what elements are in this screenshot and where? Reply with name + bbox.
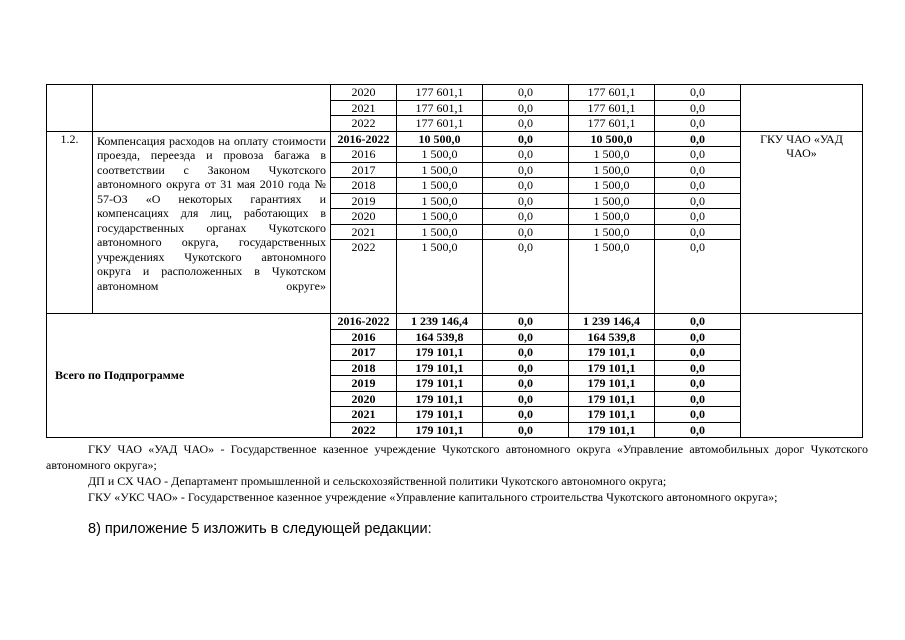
cell-col3: 10 500,0 [569, 131, 655, 147]
cell-col3: 1 500,0 [569, 240, 655, 314]
cell-col4: 0,0 [655, 85, 741, 101]
cell-col3: 179 101,1 [569, 422, 655, 438]
cell-col3: 177 601,1 [569, 116, 655, 132]
cell-col4: 0,0 [655, 422, 741, 438]
cell-total: 1 500,0 [397, 178, 483, 194]
cell-col2: 0,0 [483, 422, 569, 438]
item-executor: ГКУ ЧАО «УАД ЧАО» [741, 131, 863, 314]
cell-col2: 0,0 [483, 376, 569, 392]
cell-col3: 1 500,0 [569, 178, 655, 194]
totals-executor-empty [741, 314, 863, 438]
cell-col2: 0,0 [483, 85, 569, 101]
cell-year: 2018 [331, 178, 397, 194]
cell-col2: 0,0 [483, 407, 569, 423]
cell-col2: 0,0 [483, 162, 569, 178]
note-dp-sx: ДП и СХ ЧАО - Департамент промышленной и сельскохозяйственной политики Чукотского автономного округа; [88, 474, 667, 488]
cell-col3: 179 101,1 [569, 407, 655, 423]
cell-year: 2016 [331, 329, 397, 345]
cell-col3: 177 601,1 [569, 85, 655, 101]
cell-col4: 0,0 [655, 162, 741, 178]
cell-col3: 1 500,0 [569, 147, 655, 163]
cell-total: 1 500,0 [397, 224, 483, 240]
cell-year: 2016-2022 [331, 314, 397, 330]
cell-year: 2021 [331, 407, 397, 423]
cell-col3: 179 101,1 [569, 391, 655, 407]
cell-executor-empty [741, 85, 863, 132]
cell-col4: 0,0 [655, 131, 741, 147]
cell-col2: 0,0 [483, 131, 569, 147]
cell-col4: 0,0 [655, 329, 741, 345]
item-number: 1.2. [47, 131, 93, 314]
cell-description-empty [93, 85, 331, 132]
cell-col3: 1 500,0 [569, 193, 655, 209]
cell-col4: 0,0 [655, 391, 741, 407]
table-row [47, 85, 863, 101]
cell-year: 2019 [331, 193, 397, 209]
cell-col2: 0,0 [483, 147, 569, 163]
cell-col2: 0,0 [483, 224, 569, 240]
cell-year: 2019 [331, 376, 397, 392]
cell-total: 10 500,0 [397, 131, 483, 147]
cell-col3: 179 101,1 [569, 360, 655, 376]
cell-col2: 0,0 [483, 193, 569, 209]
cell-year: 2020 [331, 209, 397, 225]
cell-col2: 0,0 [483, 345, 569, 361]
cell-col2: 0,0 [483, 314, 569, 330]
cell-total: 1 239 146,4 [397, 314, 483, 330]
cell-col4: 0,0 [655, 224, 741, 240]
table-row [47, 314, 863, 330]
instruction-text: 8) приложение 5 изложить в следующей редакции: [88, 521, 432, 537]
cell-col2: 0,0 [483, 329, 569, 345]
cell-col2: 0,0 [483, 209, 569, 225]
cell-total: 179 101,1 [397, 422, 483, 438]
note-uks: ГКУ «УКС ЧАО» - Государственное казенное учреждение «Управление капитального строительства Чукотского автономного округа»; [88, 490, 778, 504]
cell-total: 164 539,8 [397, 329, 483, 345]
cell-year: 2016-2022 [331, 131, 397, 147]
cell-col3: 1 500,0 [569, 162, 655, 178]
cell-col3: 1 500,0 [569, 224, 655, 240]
cell-col3: 1 239 146,4 [569, 314, 655, 330]
cell-year: 2018 [331, 360, 397, 376]
cell-total: 1 500,0 [397, 193, 483, 209]
cell-year: 2021 [331, 100, 397, 116]
cell-col2: 0,0 [483, 100, 569, 116]
cell-total: 1 500,0 [397, 147, 483, 163]
cell-col3: 1 500,0 [569, 209, 655, 225]
item-description: Компенсация расходов на оплату стоимости проезда, переезда и провоза багажа в соответствии с Законом Чукотского автономного округа от 31 мая 2010 года № 57-ОЗ «О некоторых гарантиях и компенсациях для лиц, работающих в государственных органах Чукотского автономного округа, государственных учреждениях Чукотского автономного округа и расположенных в Чукотском автономном округе» [93, 131, 331, 314]
cell-year: 2016 [331, 147, 397, 163]
cell-total: 179 101,1 [397, 376, 483, 392]
cell-year: 2017 [331, 162, 397, 178]
notes-section [46, 441, 868, 505]
cell-col4: 0,0 [655, 376, 741, 392]
cell-col2: 0,0 [483, 178, 569, 194]
cell-total: 1 500,0 [397, 162, 483, 178]
cell-col4: 0,0 [655, 116, 741, 132]
cell-col2: 0,0 [483, 116, 569, 132]
note-uad: ГКУ ЧАО «УАД ЧАО» - Государственное казенное учреждение Чукотского автономного округа «Управление автомобильных дорог Чукотского автономного округа»; [46, 442, 868, 472]
cell-total: 179 101,1 [397, 345, 483, 361]
cell-col4: 0,0 [655, 193, 741, 209]
cell-col3: 164 539,8 [569, 329, 655, 345]
cell-col4: 0,0 [655, 345, 741, 361]
totals-label: Всего по Подпрограмме [47, 314, 331, 438]
cell-col4: 0,0 [655, 209, 741, 225]
cell-year: 2022 [331, 240, 397, 314]
table-row [47, 131, 863, 147]
cell-col3: 179 101,1 [569, 376, 655, 392]
cell-year: 2020 [331, 391, 397, 407]
cell-year: 2017 [331, 345, 397, 361]
cell-year: 2022 [331, 422, 397, 438]
cell-col4: 0,0 [655, 240, 741, 314]
table-body [47, 85, 863, 438]
cell-col4: 0,0 [655, 407, 741, 423]
cell-year: 2021 [331, 224, 397, 240]
cell-col4: 0,0 [655, 360, 741, 376]
cell-col2: 0,0 [483, 391, 569, 407]
cell-year: 2022 [331, 116, 397, 132]
cell-total: 177 601,1 [397, 116, 483, 132]
cell-total: 179 101,1 [397, 391, 483, 407]
cell-col2: 0,0 [483, 360, 569, 376]
cell-col4: 0,0 [655, 100, 741, 116]
budget-table [46, 84, 863, 438]
cell-col4: 0,0 [655, 147, 741, 163]
cell-col2: 0,0 [483, 240, 569, 314]
cell-number-empty [47, 85, 93, 132]
cell-col3: 179 101,1 [569, 345, 655, 361]
cell-total: 1 500,0 [397, 240, 483, 314]
cell-col3: 177 601,1 [569, 100, 655, 116]
cell-col4: 0,0 [655, 314, 741, 330]
cell-total: 177 601,1 [397, 100, 483, 116]
cell-total: 177 601,1 [397, 85, 483, 101]
cell-col4: 0,0 [655, 178, 741, 194]
cell-year: 2020 [331, 85, 397, 101]
cell-total: 1 500,0 [397, 209, 483, 225]
cell-total: 179 101,1 [397, 407, 483, 423]
cell-total: 179 101,1 [397, 360, 483, 376]
